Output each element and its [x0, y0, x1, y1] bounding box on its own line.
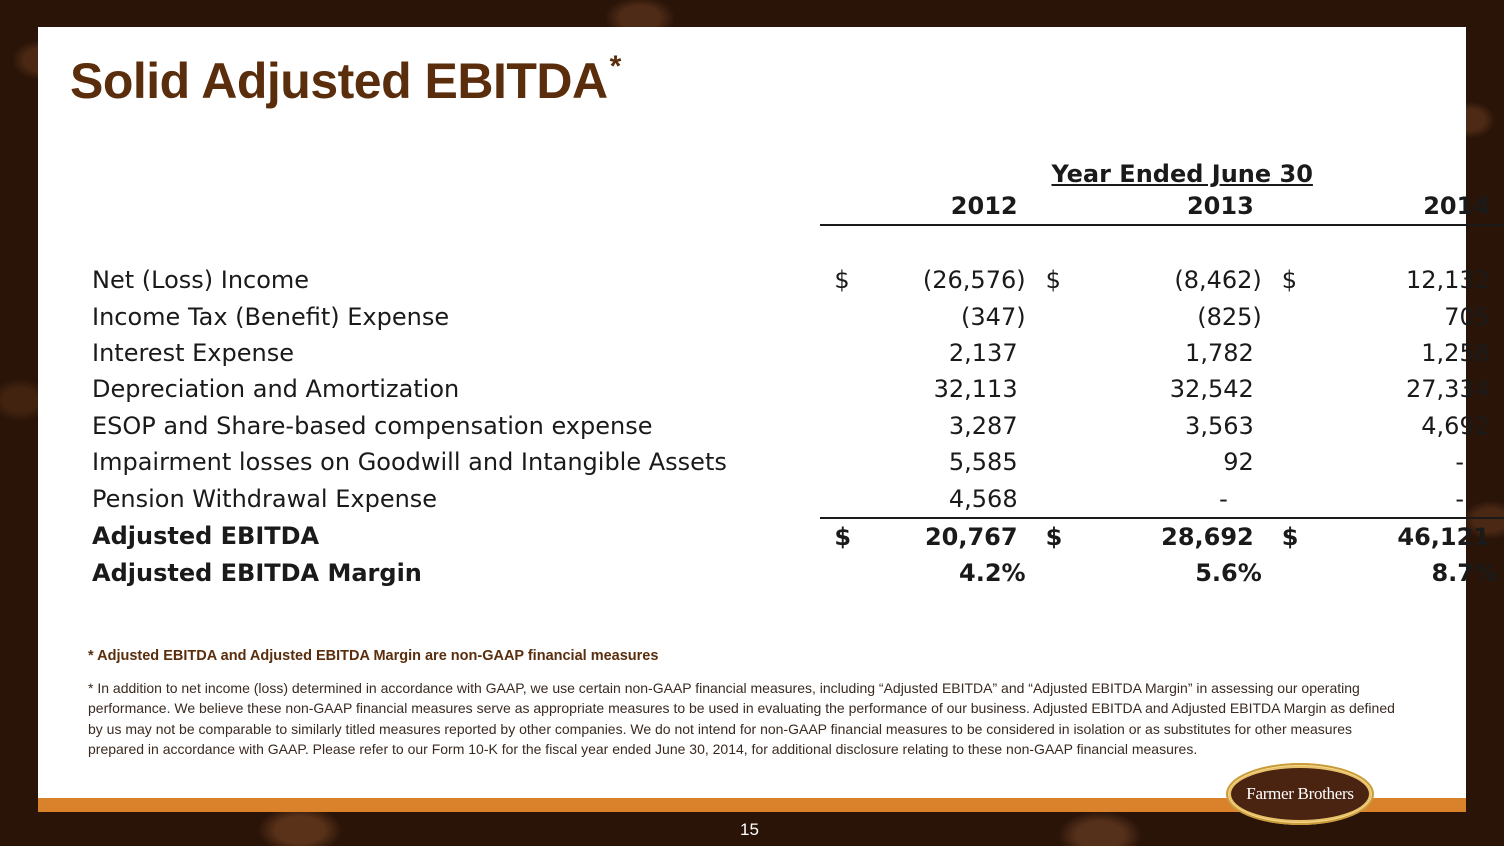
value-2013: 1,782: [1185, 338, 1254, 367]
period-header-cell: [820, 150, 1504, 188]
year-2013: 2013: [1079, 188, 1268, 225]
disclaimer-text: * In addition to net income (loss) determined in accordance with GAAP, we use certain non-GAAP financial measures, including “Adjusted EBITDA” and “Adjusted EBITDA Margin” in assessing our operating performance. We believe these non-GAAP financial measures serve as appropriate measures to be used in evaluating the performance of our business. Adjusted EBITDA and Adjusted EBITDA Margin as defined by us may not be comparable to similarly titled measures reported by other companies. We do not intend for non-GAAP financial measures to be considered in isolation or as substitutes for other measures prepared in accordance with GAAP. Please refer to our Form 10-K for the fiscal year ended June 30, 2014, for additional disclosure relating to these non-GAAP financial measures.: [88, 680, 1395, 758]
row-label: Pension Withdrawal Expense: [92, 485, 438, 514]
value-2012: 2,137: [948, 338, 1018, 367]
currency-symbol: $: [834, 266, 850, 295]
currency-symbol: $: [1045, 266, 1061, 295]
total-2014: 46,121: [1315, 518, 1504, 555]
row-label: Impairment losses on Goodwill and Intangible Assets: [92, 448, 727, 477]
year-header-row: [84, 188, 1504, 225]
value-2013: -: [1219, 484, 1228, 513]
value-2012: 32,113: [933, 375, 1018, 404]
total-label: Adjusted EBITDA: [92, 522, 320, 551]
margin-label: Adjusted EBITDA Margin: [92, 559, 422, 588]
table-row: [84, 371, 1504, 407]
currency-symbol: $: [820, 518, 867, 555]
logo-badge: [1229, 766, 1371, 822]
non-gaap-note: * Adjusted EBITDA and Adjusted EBITDA Margin are non-GAAP financial measures: [88, 648, 659, 664]
row-label: ESOP and Share-based compensation expense: [92, 411, 653, 440]
value-2014: -: [1455, 448, 1464, 477]
value-2014: 4,692: [1421, 411, 1490, 440]
table-row: [84, 335, 1504, 371]
value-2014: 12,132: [1406, 266, 1490, 295]
row-label: Income Tax (Benefit) Expense: [92, 302, 450, 331]
table-row: [84, 262, 1504, 298]
value-2014: 705: [1444, 302, 1490, 331]
total-row: [84, 518, 1504, 555]
value-2013: (825): [1197, 302, 1262, 331]
value-2013: 3,563: [1185, 411, 1254, 440]
ebitda-table: [84, 150, 1504, 592]
value-2014: 27,334: [1406, 375, 1490, 404]
value-2012: 5,585: [948, 448, 1018, 477]
logo-text: Farmer Brothers: [1246, 784, 1354, 803]
currency-symbol: $: [1281, 266, 1298, 295]
value-2013: 92: [1223, 448, 1254, 477]
page-number: 15: [740, 820, 759, 839]
value-2013: 32,542: [1169, 375, 1254, 404]
margin-2012: 4.2%: [959, 559, 1026, 588]
value-2012: (26,576): [922, 266, 1026, 295]
table-row: [84, 298, 1504, 334]
table-row: [84, 480, 1504, 517]
total-2012: 20,767: [868, 518, 1032, 555]
value-2014: -: [1455, 484, 1464, 513]
margin-2014: 8.7%: [1431, 559, 1498, 588]
value-2012: (347): [961, 302, 1026, 331]
row-label: Net (Loss) Income: [92, 266, 310, 295]
title-asterisk: *: [609, 50, 621, 83]
farmer-brothers-logo: [1226, 763, 1374, 825]
table-row: [84, 444, 1504, 480]
currency-symbol: $: [1032, 518, 1079, 555]
currency-symbol: $: [1268, 518, 1315, 555]
value-2012: 3,287: [948, 411, 1018, 440]
slide-title-text: Solid Adjusted EBITDA: [70, 53, 608, 109]
total-2013: 28,692: [1079, 518, 1268, 555]
slide-title: [70, 50, 621, 110]
year-2014: 2014: [1315, 188, 1504, 225]
row-label: Depreciation and Amortization: [92, 375, 460, 404]
row-label: Interest Expense: [92, 338, 294, 367]
value-2013: (8,462): [1174, 266, 1262, 295]
value-2014: 1,258: [1421, 338, 1490, 367]
value-2012: 4,568: [948, 484, 1018, 513]
period-label: Year Ended June 30: [1051, 160, 1313, 188]
table-row: [84, 408, 1504, 444]
period-header-row: [84, 150, 1504, 188]
margin-row: [84, 555, 1504, 591]
margin-2013: 5.6%: [1195, 559, 1262, 588]
year-2012: 2012: [868, 188, 1032, 225]
